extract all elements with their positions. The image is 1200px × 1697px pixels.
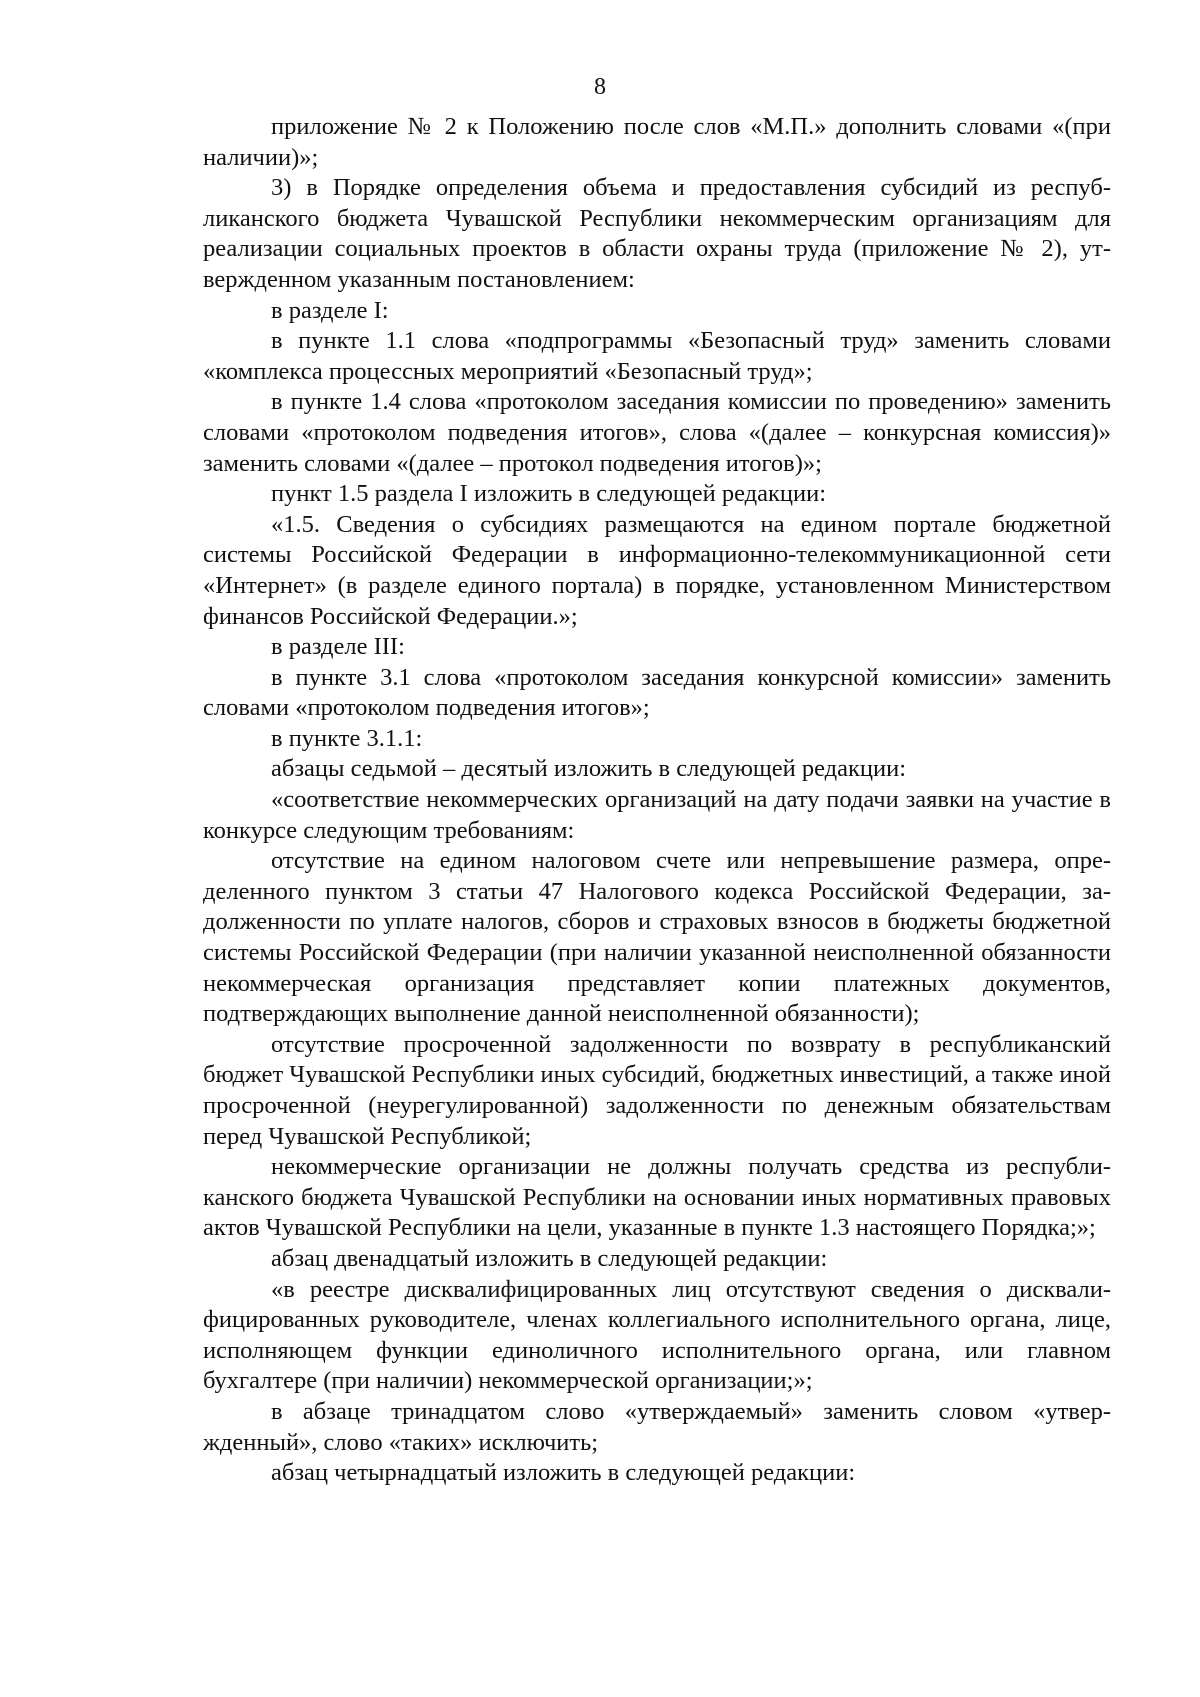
paragraph: абзац двенадцатый изложить в следующей редакции: [271,1244,828,1272]
paragraph: приложение № 2 к Положению после слов «М.П.» дополнить словами «(при наличии)»; [203,113,1111,171]
paragraph: в пункте 3.1 слова «протоколом заседания конкурсной комиссии» заменить словами «протоколом подведения итогов»; [203,663,1111,722]
paragraph: некоммерческие организации не должны получать средства из республиканского бюджета Чувашской Республики на основании иных нормативных правовых актов Чувашской Республики на цели, указанные в пункте 1.3 настоящего Порядка;»; [203,1153,1111,1242]
paragraph: в разделе I: [271,296,389,324]
paragraph: в пункте 1.1 слова «подпрограммы «Безопасный труд» заменить словами «комплекса процессных мероприятий «Безопасный труд»; [203,327,1111,385]
paragraph: в абзаце тринадцатом слово «утверждаемый» заменить словом «утвержденный», слово «таких» исключить; [203,1397,1111,1456]
paragraph: отсутствие просроченной задолженности по возврату в республиканский бюджет Чувашской Республики иных субсидий, бюджетных инвестиций, а также иной просроченной (неурегулированной) задолженности по денежным обязательствам перед Чувашской Республикой; [203,1030,1111,1150]
paragraph: абзацы седьмой – десятый изложить в следующей редакции: [271,755,907,783]
page-number: 8 [594,74,606,100]
paragraph: в пункте 1.4 слова «протоколом заседания комиссии по проведению» заменить словами «протоколом подведения итогов», слова «(далее – конкурсная комиссия)» заменить словами «(далее – протокол подведения итогов)»; [203,388,1111,477]
paragraph: пункт 1.5 раздела I изложить в следующей редакции: [271,480,827,508]
paragraph: «в реестре дисквалифицированных лиц отсутствуют сведения о дисквалифицированных руководителе, членах коллегиального исполнительного органа, лице, исполняющем функции единоличного исполнительного органа, или главном бухгалтере (при наличии) некоммерческой организации;»; [203,1275,1111,1395]
paragraph: в пункте 3.1.1: [271,724,423,752]
paragraph: 3) в Порядке определения объема и предоставления субсидий из республиканского бюджета Чувашской Республики некоммерческим организациям для реализации социальных проектов в области охраны труда (приложение № 2), утвержденном указанным постановлением: [203,174,1111,293]
document-body [203,112,1111,1489]
paragraph: абзац четырнадцатый изложить в следующей редакции: [271,1459,856,1487]
paragraph: «1.5. Сведения о субсидиях размещаются на едином портале бюджетной системы Российской Федерации в информационно-телекоммуникационной сети «Интернет» (в разделе единого портала) в порядке, установленном Министерством финансов Российской Федерации.»; [203,510,1111,630]
paragraph: отсутствие на едином налоговом счете или непревышение размера, определенного пунктом 3 статьи 47 Налогового кодекса Российской Федерации, задолженности по уплате налогов, сборов и страховых взносов в бюджеты бюджетной системы Российской Федерации (при наличии указанной неисполненной обязанности некоммерческая организация представляет копии платежных документов, подтверждающих выполнение данной неисполненной обязанности); [203,847,1111,1028]
paragraph: «соответствие некоммерческих организаций на дату подачи заявки на участие в конкурсе следующим требованиям: [203,786,1111,844]
paragraph: в разделе III: [271,633,405,661]
